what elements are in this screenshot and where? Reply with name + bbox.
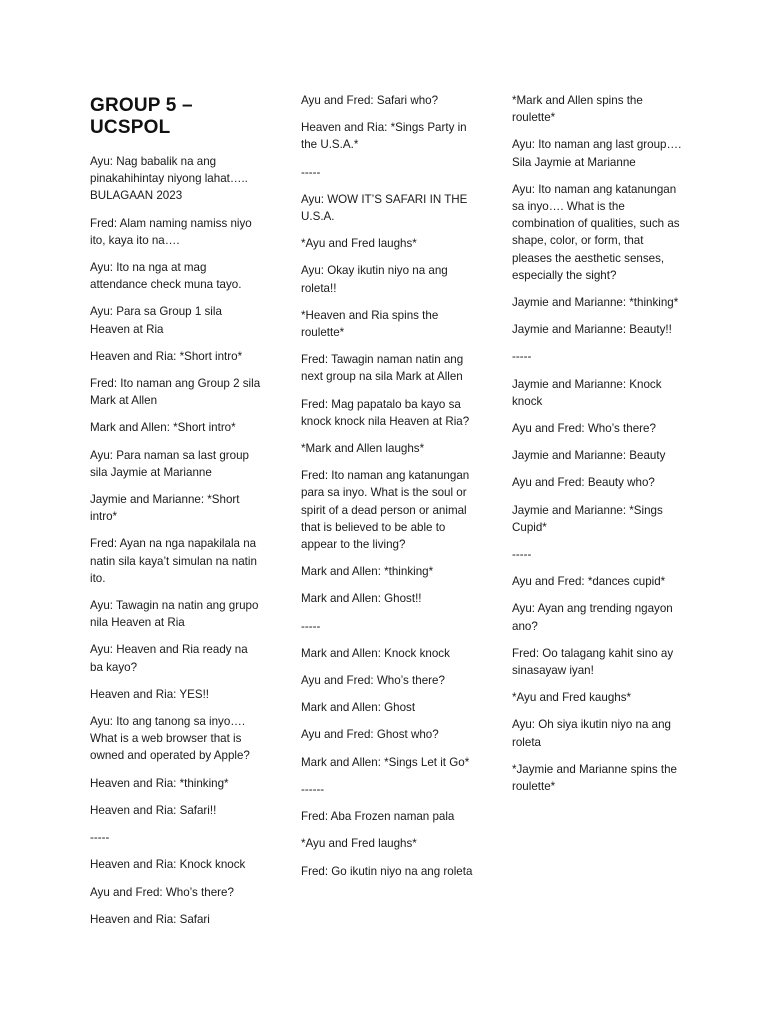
script-line: Heaven and Ria: *thinking* <box>90 776 229 790</box>
script-line: Ayu and Fred: Who’s there? <box>90 885 234 899</box>
script-line: Fred: Alam naming namiss niyo ito, kaya ito na…. <box>90 216 252 247</box>
script-line: Mark and Allen: Knock knock <box>301 646 450 660</box>
script-line: Fred: Ayan na nga napakilala na natin sila kaya’t simulan na natin ito. <box>90 537 257 585</box>
script-line: Ayu: Oh siya ikutin niyo na ang roleta <box>512 718 671 749</box>
script-line: Heaven and Ria: Knock knock <box>90 858 246 872</box>
script-line: Ayu: Para sa Group 1 sila Heaven at Ria <box>90 305 222 336</box>
script-line: Ayu and Fred: Beauty who? <box>512 476 655 490</box>
script-line: *Mark and Allen laughs* <box>301 442 425 456</box>
script-line: Fred: Ito naman ang Group 2 sila Mark at Allen <box>90 377 261 408</box>
script-line: Fred: Mag papatalo ba kayo sa knock knock nila Heaven at Ria? <box>301 397 470 428</box>
document-title: GROUP 5 – UCSPOL <box>90 95 193 138</box>
script-line: *Mark and Allen spins the roulette* <box>512 94 643 125</box>
script-line: Ayu: Nag babalik na ang pinakahihintay niyong lahat….. BULAGAAN 2023 <box>90 155 248 203</box>
script-line: Heaven and Ria: *Sings Party in the U.S.A.* <box>301 121 467 152</box>
script-line: Heaven and Ria: *Short intro* <box>90 349 243 363</box>
script-line: Heaven and Ria: YES!! <box>90 687 210 701</box>
script-line: ----- <box>301 619 321 633</box>
script-line: Jaymie and Marianne: Knock knock <box>512 377 662 408</box>
script-line: Mark and Allen: *Sings Let it Go* <box>301 755 470 769</box>
script-line: Mark and Allen: Ghost <box>301 701 416 715</box>
script-line: Fred: Oo talagang kahit sino ay sinasayaw iyan! <box>512 646 674 678</box>
script-line: Ayu: Ito ang tanong sa inyo…. What is a web browser that is owned and operated by Apple? <box>90 715 250 763</box>
script-line: ----- <box>512 548 532 562</box>
script-line: Fred: Go ikutin niyo na ang roleta <box>301 864 473 878</box>
column-1 <box>90 92 262 938</box>
column-3 <box>512 92 684 805</box>
script-line: *Ayu and Fred kaughs* <box>512 691 632 705</box>
script-line: Fred: Ito naman ang katanungan para sa inyo. What is the soul or spirit of a dead person or animal that is believed to be able to appear to the living? <box>301 469 470 552</box>
script-line: Jaymie and Marianne: Beauty <box>512 449 666 463</box>
script-line: *Heaven and Ria spins the roulette* <box>301 308 439 340</box>
script-line: Ayu: Ayan ang trending ngayon ano? <box>512 602 673 633</box>
script-line: Mark and Allen: Ghost!! <box>301 592 422 606</box>
script-line: Ayu: Ito naman ang katanungan sa inyo…. What is the combination of qualities, such as shape, color, or form, that pleases the aesthetic senses, especially the sight? <box>512 182 680 282</box>
script-line: Heaven and Ria: Safari <box>90 912 210 926</box>
script-line: Ayu: Para naman sa last group sila Jaymie at Marianne <box>90 448 249 479</box>
script-line: Fred: Aba Frozen naman pala <box>301 810 455 824</box>
script-line: Ayu: Ito naman ang last group…. Sila Jaymie at Marianne <box>512 138 682 169</box>
script-line: *Ayu and Fred laughs* <box>301 837 417 851</box>
script-line: ----- <box>512 350 532 364</box>
script-line: Heaven and Ria: Safari!! <box>90 803 217 817</box>
script-line: ----- <box>90 831 110 845</box>
script-line: Jaymie and Marianne: *Sings Cupid* <box>512 503 663 534</box>
script-line: Fred: Tawagin naman natin ang next group na sila Mark at Allen <box>301 353 464 384</box>
script-line: Jaymie and Marianne: *thinking* <box>512 296 679 310</box>
script-line: Ayu: Heaven and Ria ready na ba kayo? <box>90 643 248 674</box>
script-line: Ayu: Ito na nga at mag attendance check muna tayo. <box>90 261 242 292</box>
script-line: Jaymie and Marianne: *Short intro* <box>90 493 240 524</box>
script-line: *Jaymie and Marianne spins the roulette* <box>512 762 677 794</box>
script-line: Ayu: Tawagin na natin ang grupo nila Heaven at Ria <box>90 599 259 630</box>
column-2 <box>301 92 473 890</box>
script-line: Ayu: Okay ikutin niyo na ang roleta!! <box>301 264 448 295</box>
script-line: Mark and Allen: *thinking* <box>301 565 434 579</box>
script-line: Jaymie and Marianne: Beauty!! <box>512 323 672 337</box>
script-line: ----- <box>301 165 321 179</box>
script-line: Ayu and Fred: Safari who? <box>301 94 439 107</box>
script-line: Ayu: WOW IT’S SAFARI IN THE U.S.A. <box>301 192 468 224</box>
script-line: ------ <box>301 782 325 796</box>
script-line: Ayu and Fred: Who’s there? <box>301 674 445 688</box>
script-line: *Ayu and Fred laughs* <box>301 237 417 251</box>
script-line: Ayu and Fred: Who’s there? <box>512 422 656 436</box>
script-line: Ayu and Fred: Ghost who? <box>301 728 439 742</box>
script-line: Mark and Allen: *Short intro* <box>90 421 236 435</box>
script-line: Ayu and Fred: *dances cupid* <box>512 575 666 589</box>
